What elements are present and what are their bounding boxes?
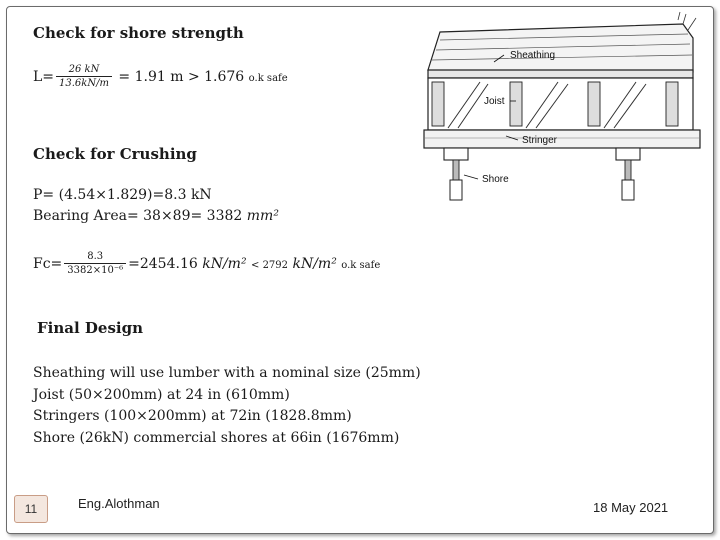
heading-crushing: Check for Crushing: [33, 145, 197, 163]
shore-verdict: o.k safe: [248, 73, 288, 84]
final-design-line-sheathing: Sheathing will use lumber with a nominal size (25mm): [33, 365, 421, 381]
footer-author: Eng.Alothman: [78, 496, 160, 511]
joist-layer: [428, 78, 693, 130]
heading-final-design: Final Design: [37, 319, 143, 337]
fc-lhs: Fc=: [33, 256, 63, 272]
bearing-area-label: Bearing Area= 38×89= 3382: [33, 208, 243, 224]
fc-numerator: 8.3: [64, 251, 126, 264]
shore-left: [444, 148, 468, 200]
crushing-load-line: P= (4.54×1.829)=8.3 kN: [33, 187, 212, 203]
final-design-list: [33, 363, 421, 449]
fc-formula: [33, 251, 380, 277]
fc-comparison: < 2792: [251, 260, 289, 271]
bearing-area-line: [33, 208, 279, 224]
fc-denominator: 3382×10⁻⁶: [67, 265, 124, 276]
sheathing-layer: [428, 12, 696, 78]
footer-date: 18 May 2021: [593, 500, 669, 515]
bearing-area-unit: mm²: [246, 208, 279, 224]
formwork-diagram: [418, 10, 703, 205]
diagram-label-shore: Shore: [482, 174, 509, 185]
formula-lhs: L=: [33, 69, 55, 85]
shore-denominator: 13.6kN/m: [59, 78, 109, 89]
shore-comparison: > 1.676: [187, 69, 245, 85]
shore-right: [616, 148, 640, 200]
stringer-beam: [424, 130, 700, 148]
fc-unit: kN/m²: [202, 256, 247, 272]
diagram-label-joist: Joist: [484, 96, 505, 107]
shore-fraction: [56, 64, 112, 90]
fc-unit-2: kN/m²: [292, 256, 337, 272]
page-number-badge: 11: [14, 495, 48, 523]
diagram-label-stringer: Stringer: [522, 135, 558, 146]
heading-shore-strength: Check for shore strength: [33, 24, 244, 42]
shore-strength-formula: [33, 64, 288, 90]
shore-result: = 1.91 m: [118, 69, 184, 85]
shore-numerator: 26 kN: [56, 64, 112, 77]
fc-fraction: [64, 251, 126, 277]
final-design-line-stringers: Stringers (100×200mm) at 72in (1828.8mm): [33, 408, 352, 424]
final-design-line-shore: Shore (26kN) commercial shores at 66in (1676mm): [33, 429, 400, 446]
fc-result: =2454.16: [128, 256, 198, 272]
fc-verdict: o.k safe: [341, 260, 381, 271]
final-design-line-joist: Joist (50×200mm) at 24 in (610mm): [33, 386, 290, 403]
diagram-label-sheathing: Sheathing: [510, 50, 556, 61]
